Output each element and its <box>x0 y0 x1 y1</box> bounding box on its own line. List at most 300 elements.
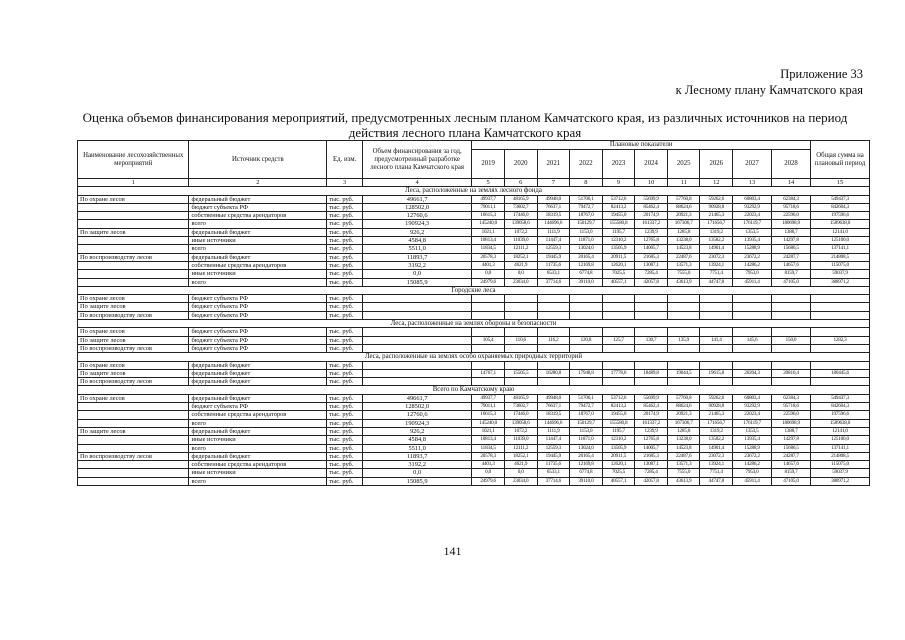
table-row <box>78 477 870 485</box>
year-value-cell: 11834,5 <box>472 444 505 452</box>
year-value-cell: 20578,3 <box>472 452 505 460</box>
year-value-cell: 14297,8 <box>771 237 810 245</box>
year-value-cell: 57760,8 <box>667 195 700 203</box>
year-value-cell: 79011,1 <box>472 403 505 411</box>
year-value-cell: 18252,1 <box>504 452 537 460</box>
year-value-cell: 13924,1 <box>700 461 733 469</box>
total-cell: 549437,3 <box>811 394 870 402</box>
financing-cell: 4584,8 <box>362 237 471 245</box>
year-value-cell <box>537 361 570 369</box>
year-value-cell: 79472,7 <box>570 403 603 411</box>
unit-cell: тыс. руб. <box>327 195 363 203</box>
total-cell: 180445,6 <box>811 369 870 377</box>
unit-cell: тыс. руб. <box>327 245 363 253</box>
table-row <box>78 378 870 386</box>
unit-cell: тыс. руб. <box>327 469 363 477</box>
year-value-cell: 11735,6 <box>537 461 570 469</box>
year-value-cell: 39110,0 <box>570 278 603 286</box>
activity-cell <box>78 403 189 411</box>
year-value-cell: 6533,1 <box>537 469 570 477</box>
year-value-cell: 53712,6 <box>602 195 635 203</box>
year-value-cell <box>504 311 537 319</box>
year-value-cell: 1388,7 <box>771 427 810 435</box>
table-row <box>78 245 870 253</box>
year-value-cell <box>472 344 505 352</box>
unit-cell: тыс. руб. <box>327 311 363 319</box>
table-row <box>78 394 870 402</box>
year-value-cell: 95718,6 <box>771 403 810 411</box>
financing-cell: 5511,0 <box>362 245 471 253</box>
year-value-cell: 1319,2 <box>700 427 733 435</box>
section-row <box>78 286 870 294</box>
table-row <box>78 278 870 286</box>
year-value-cell: 60803,4 <box>733 195 772 203</box>
financing-cell <box>362 295 471 303</box>
total-cell <box>811 295 870 303</box>
year-value-cell <box>635 295 668 303</box>
total-cell: 59037,9 <box>811 469 870 477</box>
year-value-cell: 51706,1 <box>570 195 603 203</box>
year-value-cell: 60803,4 <box>733 394 772 402</box>
year-value-cell: 155580,8 <box>602 419 635 427</box>
year-value-cell: 88624,6 <box>667 203 700 211</box>
year-value-cell: 13571,3 <box>667 461 700 469</box>
year-value-cell <box>602 303 635 311</box>
year-value-cell: 7025,5 <box>602 469 635 477</box>
year-value-cell: 6533,1 <box>537 270 570 278</box>
header-row-1 <box>78 141 870 150</box>
year-value-cell <box>635 328 668 336</box>
source-cell: федеральный бюджет <box>189 195 327 203</box>
activity-cell: По охране лесов <box>78 195 189 203</box>
year-value-cell: 14297,8 <box>771 436 810 444</box>
year-value-cell: 47105,0 <box>771 477 810 485</box>
year-value-cell <box>537 303 570 311</box>
year-value-cell: 1111,9 <box>537 427 570 435</box>
year-value-cell: 11871,0 <box>570 436 603 444</box>
header-year: 2026 <box>700 150 733 179</box>
source-cell: федеральный бюджет <box>189 253 327 261</box>
column-numbers-row <box>78 179 870 187</box>
year-value-cell: 15288,9 <box>733 444 772 452</box>
table-row <box>78 195 870 203</box>
year-value-cell: 90928,8 <box>700 403 733 411</box>
year-value-cell: 135,9 <box>667 336 700 344</box>
total-cell: 59037,9 <box>811 270 870 278</box>
year-value-cell: 20204,3 <box>733 369 772 377</box>
year-value-cell <box>570 303 603 311</box>
source-cell: бюджет субъекта РФ <box>189 328 327 336</box>
section-row <box>78 353 870 361</box>
table-row <box>78 203 870 211</box>
financing-cell: 0,0 <box>362 469 471 477</box>
financing-cell <box>362 311 471 319</box>
year-value-cell: 13238,0 <box>667 436 700 444</box>
year-value-cell: 7285,4 <box>635 270 668 278</box>
source-cell: всего <box>189 220 327 228</box>
year-value-cell: 0,0 <box>472 270 505 278</box>
year-value-cell <box>635 303 668 311</box>
year-value-cell: 42057,8 <box>635 278 668 286</box>
year-value-cell: 18489,8 <box>635 369 668 377</box>
year-value-cell: 8159,7 <box>771 270 810 278</box>
year-value-cell: 16280,8 <box>537 369 570 377</box>
year-value-cell: 12765,8 <box>635 237 668 245</box>
header-year: 2024 <box>635 150 668 179</box>
table-body <box>78 141 870 486</box>
table-row <box>78 403 870 411</box>
year-value-cell: 7953,0 <box>733 270 772 278</box>
column-number: 8 <box>570 179 603 187</box>
source-cell: всего <box>189 278 327 286</box>
year-value-cell: 18767,0 <box>570 212 603 220</box>
year-value-cell: 14523,8 <box>667 245 700 253</box>
year-value-cell <box>570 378 603 386</box>
total-cell <box>811 344 870 352</box>
year-value-cell: 12169,8 <box>570 461 603 469</box>
unit-cell: тыс. руб. <box>327 419 363 427</box>
column-number: 4 <box>362 179 471 187</box>
source-cell: иные источники <box>189 469 327 477</box>
activity-cell: По воспроизводству лесов <box>78 378 189 386</box>
section-title: Леса, расположенные на землях особо охраняемых природных территорий <box>78 353 870 361</box>
table-row <box>78 427 870 435</box>
year-value-cell: 1285,8 <box>667 427 700 435</box>
year-value-cell <box>771 378 810 386</box>
header-activity: Наименование лесохозяйственных мероприятий <box>78 141 189 179</box>
year-value-cell: 23034,0 <box>504 278 537 286</box>
year-value-cell: 1072,2 <box>504 228 537 236</box>
year-value-cell: 18252,1 <box>504 253 537 261</box>
activity-cell <box>78 477 189 485</box>
financing-cell: 49661,7 <box>362 195 471 203</box>
unit-cell: тыс. руб. <box>327 344 363 352</box>
year-value-cell: 14286,2 <box>733 461 772 469</box>
source-cell: бюджет субъекта РФ <box>189 295 327 303</box>
table-row <box>78 344 870 352</box>
financing-cell <box>362 361 471 369</box>
year-value-cell: 48165,9 <box>504 394 537 402</box>
year-value-cell: 14523,8 <box>667 444 700 452</box>
total-cell: 137141,1 <box>811 444 870 452</box>
year-value-cell: 1195,7 <box>602 228 635 236</box>
year-value-cell: 11834,5 <box>472 245 505 253</box>
financing-cell: 49661,7 <box>362 394 471 402</box>
year-value-cell: 10813,4 <box>472 436 505 444</box>
table-row <box>78 411 870 419</box>
year-value-cell: 23672,2 <box>733 452 772 460</box>
source-cell: федеральный бюджет <box>189 228 327 236</box>
year-value-cell: 48165,9 <box>504 195 537 203</box>
activity-cell <box>78 237 189 245</box>
year-value-cell: 45911,4 <box>733 477 772 485</box>
year-value-cell: 11871,0 <box>570 237 603 245</box>
year-value-cell: 4621,9 <box>504 461 537 469</box>
financing-cell: 5511,0 <box>362 444 471 452</box>
activity-cell: По воспроизводству лесов <box>78 452 189 460</box>
year-value-cell <box>733 344 772 352</box>
year-value-cell: 16615,3 <box>472 212 505 220</box>
year-value-cell: 13935,4 <box>733 237 772 245</box>
header-unit: Ед. изм. <box>327 141 363 179</box>
table-row <box>78 328 870 336</box>
year-value-cell: 19044,5 <box>667 369 700 377</box>
year-value-cell <box>472 328 505 336</box>
year-value-cell: 150129,7 <box>570 220 603 228</box>
header-source: Источник средств <box>189 141 327 179</box>
table-row <box>78 461 870 469</box>
year-value-cell <box>570 328 603 336</box>
activity-cell <box>78 411 189 419</box>
source-cell: бюджет субъекта РФ <box>189 403 327 411</box>
total-cell: 1589638,0 <box>811 220 870 228</box>
year-value-cell: 167306,7 <box>667 220 700 228</box>
total-cell: 1282,3 <box>811 336 870 344</box>
year-value-cell: 11735,6 <box>537 261 570 269</box>
year-value-cell <box>635 344 668 352</box>
activity-cell: По воспроизводству лесов <box>78 344 189 352</box>
unit-cell: тыс. руб. <box>327 220 363 228</box>
year-value-cell <box>472 303 505 311</box>
year-value-cell: 57760,8 <box>667 394 700 402</box>
year-value-cell: 11447,4 <box>537 436 570 444</box>
header-year: 2028 <box>771 150 810 179</box>
year-value-cell: 150,0 <box>771 336 810 344</box>
year-value-cell: 20165,4 <box>570 253 603 261</box>
year-value-cell: 49948,0 <box>537 394 570 402</box>
year-value-cell <box>504 378 537 386</box>
year-value-cell: 82413,2 <box>602 203 635 211</box>
year-value-cell: 76637,1 <box>537 203 570 211</box>
year-value-cell: 13238,0 <box>667 237 700 245</box>
year-value-cell: 20810,4 <box>771 369 810 377</box>
financing-cell: 926,2 <box>362 228 471 236</box>
financing-cell: 12760,6 <box>362 212 471 220</box>
year-value-cell: 141,4 <box>700 336 733 344</box>
total-cell: 549437,3 <box>811 195 870 203</box>
year-value-cell <box>733 311 772 319</box>
source-cell: бюджет субъекта РФ <box>189 311 327 319</box>
section-row <box>78 187 870 195</box>
total-cell <box>811 311 870 319</box>
header-year: 2025 <box>667 150 700 179</box>
unit-cell: тыс. руб. <box>327 461 363 469</box>
year-value-cell: 40557,1 <box>602 278 635 286</box>
year-value-cell: 12310,2 <box>602 436 635 444</box>
year-value-cell: 18319,5 <box>537 212 570 220</box>
financing-cell <box>362 328 471 336</box>
table-row <box>78 212 870 220</box>
year-value-cell: 49948,0 <box>537 195 570 203</box>
year-value-cell <box>602 311 635 319</box>
source-cell: бюджет субъекта РФ <box>189 303 327 311</box>
year-value-cell: 14901,4 <box>700 245 733 253</box>
unit-cell: тыс. руб. <box>327 427 363 435</box>
total-cell: 214808,5 <box>811 452 870 460</box>
column-number: 5 <box>472 179 505 187</box>
year-value-cell: 14901,4 <box>700 444 733 452</box>
activity-cell <box>78 220 189 228</box>
activity-cell <box>78 419 189 427</box>
total-cell: 388971,2 <box>811 278 870 286</box>
year-value-cell: 1153,0 <box>570 427 603 435</box>
header-financing: Объем финансирования за год, предусмотренный разработке лесного плана Камчатского края <box>362 141 471 179</box>
source-cell: собственные средства арендаторов <box>189 411 327 419</box>
section-title: Леса, расположенные на землях обороны и безопасности <box>78 320 870 328</box>
year-value-cell: 161337,2 <box>635 419 668 427</box>
activity-cell: По воспроизводству лесов <box>78 253 189 261</box>
year-value-cell: 1021,1 <box>472 228 505 236</box>
year-value-cell: 13024,0 <box>570 245 603 253</box>
year-value-cell: 1353,5 <box>733 427 772 435</box>
year-value-cell: 19455,0 <box>602 411 635 419</box>
table-row <box>78 261 870 269</box>
year-value-cell <box>570 295 603 303</box>
source-cell: всего <box>189 444 327 452</box>
year-value-cell: 18319,5 <box>537 411 570 419</box>
total-cell: 12141,0 <box>811 228 870 236</box>
source-cell: всего <box>189 419 327 427</box>
section-row <box>78 320 870 328</box>
total-cell: 388971,2 <box>811 477 870 485</box>
year-value-cell: 4401,3 <box>472 461 505 469</box>
source-cell: собственные средства арендаторов <box>189 212 327 220</box>
year-value-cell <box>700 328 733 336</box>
year-value-cell <box>733 378 772 386</box>
header-year: 2027 <box>733 150 772 179</box>
year-value-cell <box>667 361 700 369</box>
year-value-cell: 62384,3 <box>771 394 810 402</box>
year-value-cell: 14657,6 <box>771 261 810 269</box>
source-cell: бюджет субъекта РФ <box>189 344 327 352</box>
source-cell: иные источники <box>189 436 327 444</box>
year-value-cell: 37714,6 <box>537 477 570 485</box>
activity-cell <box>78 444 189 452</box>
year-value-cell <box>667 378 700 386</box>
header-year: 2021 <box>537 150 570 179</box>
year-value-cell <box>472 378 505 386</box>
unit-cell: тыс. руб. <box>327 369 363 377</box>
header-year: 2020 <box>504 150 537 179</box>
year-value-cell: 10813,4 <box>472 237 505 245</box>
year-value-cell <box>700 344 733 352</box>
activity-cell: По охране лесов <box>78 295 189 303</box>
total-cell: 842604,3 <box>811 403 870 411</box>
year-value-cell: 105,4 <box>472 336 505 344</box>
unit-cell: тыс. руб. <box>327 228 363 236</box>
total-cell: 214808,5 <box>811 253 870 261</box>
year-value-cell <box>667 295 700 303</box>
year-value-cell: 44747,8 <box>700 278 733 286</box>
year-value-cell: 7555,0 <box>667 270 700 278</box>
year-value-cell <box>602 378 635 386</box>
year-value-cell: 79472,7 <box>570 203 603 211</box>
year-value-cell: 8159,7 <box>771 469 810 477</box>
header-year: 2022 <box>570 150 603 179</box>
column-number: 13 <box>733 179 772 187</box>
table-row <box>78 253 870 261</box>
total-cell: 842604,3 <box>811 203 870 211</box>
table-row <box>78 270 870 278</box>
year-value-cell <box>537 328 570 336</box>
year-value-cell: 51706,1 <box>570 394 603 402</box>
year-value-cell: 13924,1 <box>700 261 733 269</box>
activity-cell <box>78 203 189 211</box>
year-value-cell <box>771 295 810 303</box>
header-year: 2019 <box>472 150 505 179</box>
financing-cell <box>362 369 471 377</box>
year-value-cell: 14286,2 <box>733 261 772 269</box>
year-value-cell: 12765,8 <box>635 436 668 444</box>
total-cell: 197596,6 <box>811 212 870 220</box>
unit-cell: тыс. руб. <box>327 394 363 402</box>
year-value-cell: 14005,7 <box>635 245 668 253</box>
year-value-cell: 12620,1 <box>602 461 635 469</box>
year-value-cell: 1072,2 <box>504 427 537 435</box>
year-value-cell: 13087,1 <box>635 261 668 269</box>
year-value-cell: 42057,8 <box>635 477 668 485</box>
source-cell: федеральный бюджет <box>189 394 327 402</box>
table-row <box>78 436 870 444</box>
year-value-cell: 43613,9 <box>667 477 700 485</box>
year-value-cell: 21465,3 <box>700 411 733 419</box>
year-value-cell: 93292,9 <box>733 403 772 411</box>
column-number: 10 <box>635 179 668 187</box>
unit-cell: тыс. руб. <box>327 212 363 220</box>
page-number: 141 <box>443 544 462 558</box>
year-value-cell: 24287,7 <box>771 253 810 261</box>
financing-cell: 3192,2 <box>362 261 471 269</box>
year-value-cell: 93292,9 <box>733 203 772 211</box>
year-value-cell: 95718,6 <box>771 203 810 211</box>
year-value-cell: 145240,0 <box>472 419 505 427</box>
unit-cell: тыс. руб. <box>327 378 363 386</box>
financing-cell: 12760,6 <box>362 411 471 419</box>
activity-cell: По защите лесов <box>78 228 189 236</box>
activity-cell: По защите лесов <box>78 369 189 377</box>
year-value-cell: 139058,6 <box>504 419 537 427</box>
year-value-cell: 11039,0 <box>504 436 537 444</box>
section-row <box>78 386 870 394</box>
year-value-cell <box>537 295 570 303</box>
total-cell: 115075,0 <box>811 461 870 469</box>
year-value-cell: 13087,1 <box>635 461 668 469</box>
table-row <box>78 220 870 228</box>
year-value-cell: 21685,3 <box>635 452 668 460</box>
year-value-cell <box>570 344 603 352</box>
year-value-cell: 13024,0 <box>570 444 603 452</box>
unit-cell: тыс. руб. <box>327 261 363 269</box>
year-value-cell: 76637,1 <box>537 403 570 411</box>
unit-cell: тыс. руб. <box>327 452 363 460</box>
activity-cell <box>78 270 189 278</box>
appendix-reference: к Лесному плану Камчатского края <box>675 83 863 97</box>
year-value-cell: 1319,2 <box>700 228 733 236</box>
source-cell: иные источники <box>189 270 327 278</box>
unit-cell: тыс. руб. <box>327 303 363 311</box>
year-value-cell: 7025,5 <box>602 270 635 278</box>
year-value-cell: 11447,4 <box>537 237 570 245</box>
year-value-cell: 144696,6 <box>537 220 570 228</box>
year-value-cell: 0,0 <box>504 270 537 278</box>
financing-cell <box>362 344 471 352</box>
year-value-cell <box>504 303 537 311</box>
year-value-cell: 7751,4 <box>700 270 733 278</box>
year-value-cell: 40557,1 <box>602 477 635 485</box>
year-value-cell: 15288,9 <box>733 245 772 253</box>
year-value-cell: 6774,8 <box>570 469 603 477</box>
financing-cell: 190924,3 <box>362 220 471 228</box>
